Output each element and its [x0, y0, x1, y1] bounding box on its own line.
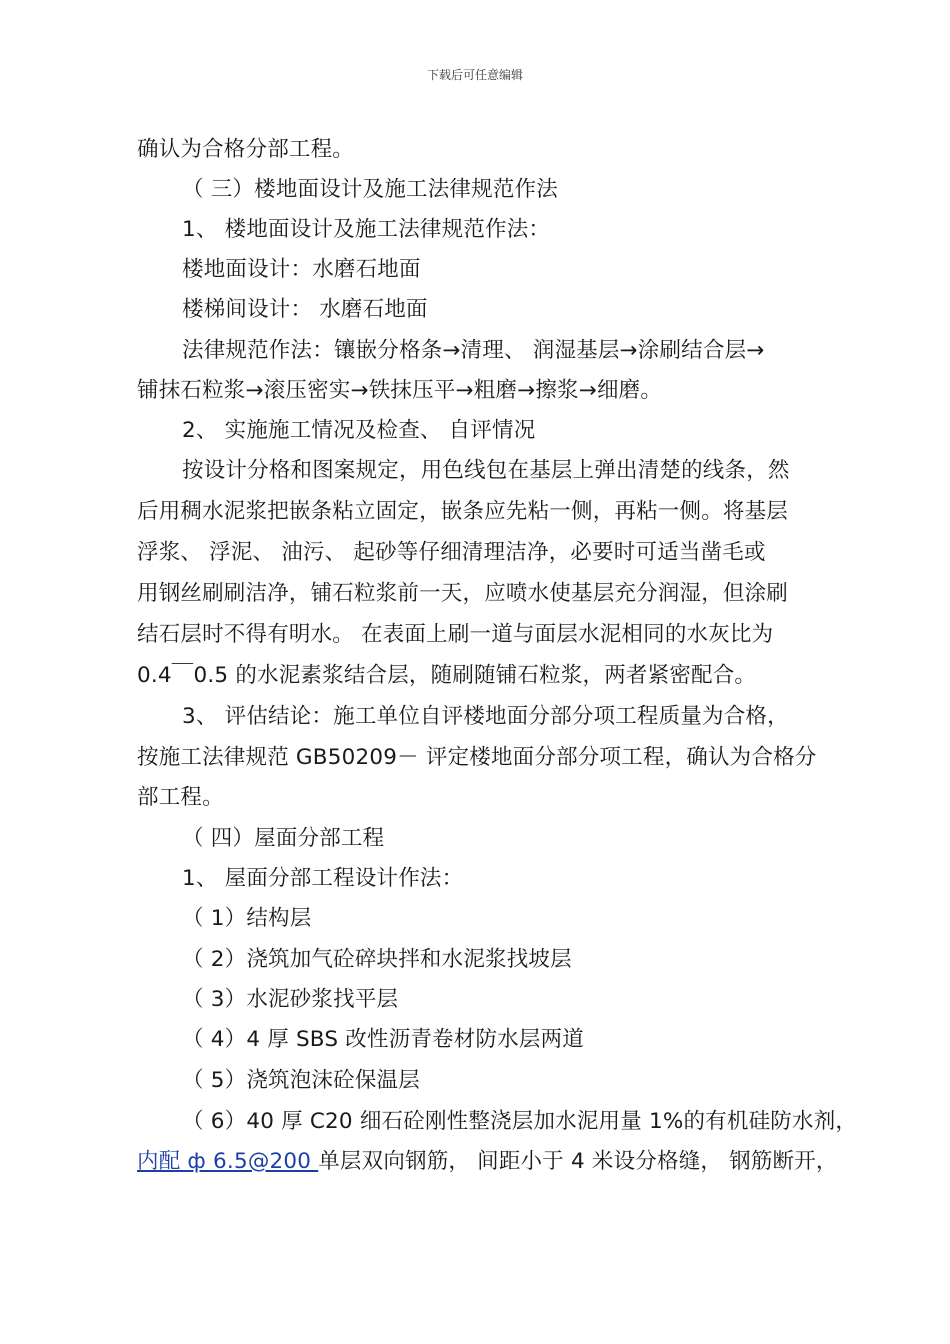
text-line: 3、 评估结论：施工单位自评楼地面分部分项工程质量为合格，: [182, 704, 789, 729]
list-item: （ 2）浇筑加气砼碎块拌和水泥浆找坡层: [182, 947, 572, 972]
text-span: 单层双向钢筋， 间距小于 4 米设分格缝， 钢筋断开，: [318, 1149, 838, 1174]
list-item: （ 1）结构层: [182, 906, 312, 931]
text-line: 法律规范作法：镶嵌分格条→清理、 润湿基层→涂刷结合层→: [182, 338, 765, 363]
list-item: （ 6）40 厚 C20 细石砼刚性整浇层加水泥用量 1%的有机硅防水剂，: [182, 1109, 858, 1134]
text-line: 部工程。: [137, 785, 224, 810]
text-line: 浮浆、 浮泥、 油污、 起砂等仔细清理洁净，必要时可适当凿毛或: [137, 540, 766, 565]
text-line: [137, 1142, 838, 1182]
text-line: 后用稠水泥浆把嵌条粘立固定，嵌条应先粘一侧，再粘一侧。将基层: [137, 499, 789, 524]
text-line: 楼梯间设计： 水磨石地面: [182, 297, 428, 322]
text-line: 1、 楼地面设计及施工法律规范作法：: [182, 217, 551, 242]
section-heading: （ 四）屋面分部工程: [182, 826, 385, 851]
text-line: 2、 实施施工情况及检查、 自评情况: [182, 418, 536, 443]
text-line: 确认为合格分部工程。: [137, 137, 355, 162]
hyperlink-text[interactable]: 内配 ф 6.5@200: [137, 1149, 319, 1174]
text-line: 按施工法律规范 GB50209－ 评定楼地面分部分项工程，确认为合格分: [137, 745, 817, 770]
text-line: 按设计分格和图案规定，用色线包在基层上弹出清楚的线条，然: [182, 458, 790, 483]
text-line: 楼地面设计：水磨石地面: [182, 257, 421, 282]
text-line: 结石层时不得有明水。 在表面上刷一道与面层水泥相同的水灰比为: [137, 622, 774, 647]
section-heading: （ 三）楼地面设计及施工法律规范作法: [182, 177, 558, 202]
text-line: 用钢丝刷刷洁净，铺石粒浆前一天，应喷水使基层充分润湿，但涂刷: [137, 581, 789, 606]
text-line: 铺抹石粒浆→滚压密实→铁抹压平→粗磨→擦浆→细磨。: [137, 378, 663, 403]
list-item: （ 3）水泥砂浆找平层: [182, 987, 399, 1012]
list-item: （ 4）4 厚 SBS 改性沥青卷材防水层两道: [182, 1027, 584, 1052]
page-header: 下载后可任意编辑: [426, 68, 523, 82]
text-line: 0.4￣0.5 的水泥素浆结合层，随刷随铺石粒浆，两者紧密配合。: [137, 663, 757, 688]
list-item: （ 5）浇筑泡沫砼保温层: [182, 1068, 420, 1093]
text-line: 1、 屋面分部工程设计作法：: [182, 866, 464, 891]
